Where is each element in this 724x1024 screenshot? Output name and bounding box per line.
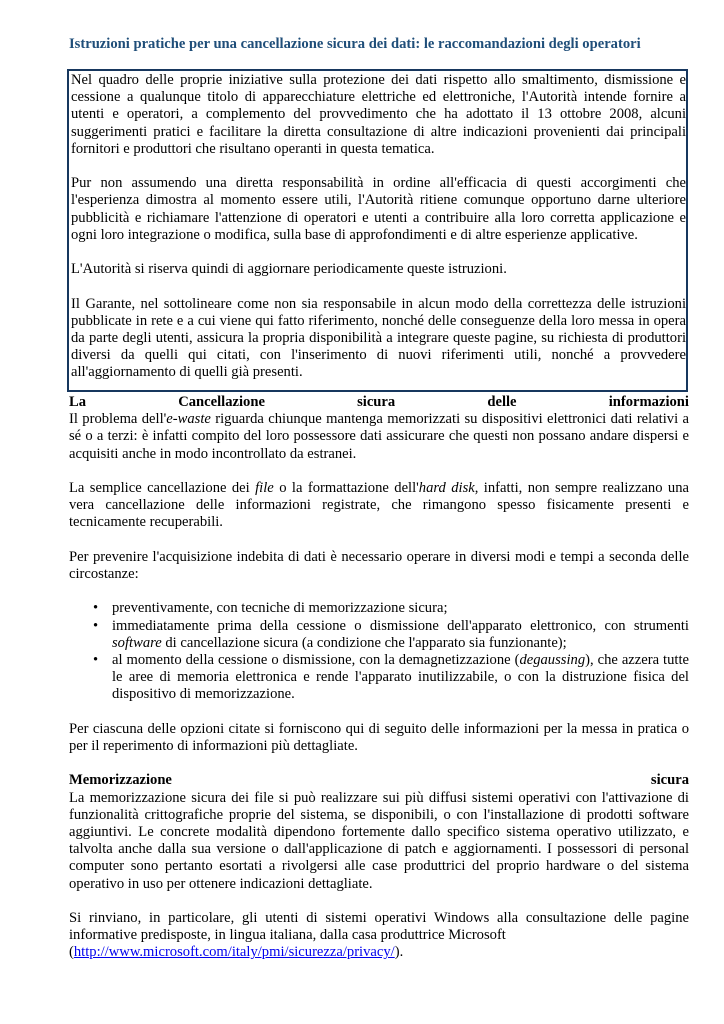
options-paragraph: Per ciascuna delle opzioni citate si forniscono qui di seguito delle informazioni per la messa in pratica o per il reperimento di informazioni più dettagliate.: [69, 720, 689, 754]
intro-box: [67, 69, 688, 392]
heading-word: Cancellazione: [178, 394, 265, 410]
list-item: • al momento della cessione o dismissione, con la demagnetizzazione (degaussing), che azzera tutte le aree di memoria elettronica e rende l'apparato inutilizzabile, o con la distruzione fisica del dispositivo di memorizzazione.: [93, 652, 689, 703]
hard-disk-term: hard disk: [418, 480, 475, 496]
intro-paragraph-1: Nel quadro delle proprie iniziative sulla protezione dei dati rispetto allo smaltimento, dismissione e cessione a qualunque titolo di apparecchiature elettriche ed elettroniche, l'Autorità intende fornire a utenti e operatori, a complemento del provvedimento che ha adottato il 13 ottobre 2008, alcuni suggerimenti pratici e facilitare la diretta consultazione di altre indicazioni provenienti dai principali fornitori e produttori che risultano operanti in questa tematica.: [71, 72, 686, 157]
bullet-icon: •: [93, 652, 99, 668]
memorization-paragraph: La memorizzazione sicura dei file si può realizzare sui più diffusi sistemi operativi con l'attivazione di funzionalità crittografiche proprie del sistema, se disponibili, o con l'installazione di prodotti software aggiuntivi. Le concrete modalità dipendono fortemente dallo specifico sistema operativo utilizzato, e talvolta anche dalla sua versione o dall'applicazione di patch e aggiornamenti. I possessori di personal computer sono pertanto esortati a rivolgersi alle case produttrici del proprio hardware o del sistema operativo in uso per ottenere indicazioni dettagliate.: [69, 789, 689, 892]
microsoft-privacy-link[interactable]: http://www.microsoft.com/italy/pmi/sicurezza/privacy/: [73, 944, 395, 961]
list-item: • preventivamente, con tecniche di memorizzazione sicura;: [93, 600, 448, 617]
bullet-icon: •: [93, 617, 99, 634]
windows-paragraph: Si rinviano, in particolare, gli utenti di sistemi operativi Windows alla consultazione delle pagine informative predisposte, in lingua italiana, dalla casa produttrice Microsoft: [69, 910, 689, 944]
ewaste-paragraph: Il problema dell'e-waste riguarda chiunque mantenga memorizzati su dispositivi elettronici dati relativi a sé o a terzi: è infatti compito del loro possessore dati assicurare che questi non possano andare dispersi e acquisiti anche in modo incontrollato da estranei.: [69, 411, 689, 462]
heading-word: informazioni: [608, 394, 689, 410]
heading-word: sicura: [357, 394, 396, 410]
ewaste-term: e-waste: [166, 411, 211, 428]
intro-paragraph-3: L'Autorità si riserva quindi di aggiornare periodicamente queste istruzioni.: [71, 261, 507, 278]
heading-word: La: [69, 394, 87, 410]
prevention-paragraph: Per prevenire l'acquisizione indebita di dati è necessario operare in diversi modi e tempi a seconda delle circostanze:: [69, 548, 689, 582]
options-list: [69, 600, 689, 703]
intro-paragraph-4: Il Garante, nel sottolineare come non sia responsabile in alcun modo della correttezza delle istruzioni pubblicate in rete e a cui viene qui fatto riferimento, nonché delle conseguenze della loro messa in opera da parte degli utenti, assicura la propria disponibilità a integrare queste pagine, su richiesta di produttori diversi da quelli qui citati, con l'inserimento di nuovi riferimenti utili, nonché a provvedere all'aggiornamento di quelli già presenti.: [71, 295, 686, 381]
degaussing-term: degaussing: [519, 652, 586, 668]
software-term: software: [112, 634, 162, 651]
section-heading-cancellazione: [69, 394, 689, 411]
intro-paragraph-2: Pur non assumendo una diretta responsabilità in ordine all'efficacia di questi accorgimenti che l'esperienza dimostra al momento essere utili, l'Autorità ritiene comunque opportuno darne ulteriore pubblicità e richiamare l'attenzione di operatori e utenti a contribuire alla loro corretta applicazione e ogni loro integrazione o modifica, sulla base di approfondimenti e di altre esperienze applicative.: [71, 175, 686, 243]
heading-word: delle: [487, 394, 517, 410]
section-heading-memorizzazione: [69, 772, 689, 789]
list-item: • immediatamente prima della cessione o dismissione dell'apparato elettronico, con strumenti software di cancellazione sicura (a condizione che l'apparato sia funzionante);: [93, 617, 689, 651]
document-title: Istruzioni pratiche per una cancellazione sicura dei dati: le raccomandazioni degli operatori: [69, 36, 641, 52]
microsoft-link-line: (http://www.microsoft.com/italy/pmi/sicurezza/privacy/).: [69, 944, 404, 961]
file-term: file: [255, 480, 274, 496]
bullet-icon: •: [93, 600, 99, 617]
formatting-paragraph: La semplice cancellazione dei file o la formattazione dell'hard disk, infatti, non sempre realizzano una vera cancellazione delle informazioni registrate, che rimangono spesso fisicamente presenti e tecnicamente recuperabili.: [69, 480, 689, 531]
heading-word: sicura: [650, 772, 689, 789]
heading-word: Memorizzazione: [69, 772, 172, 789]
main-content: [69, 394, 689, 962]
